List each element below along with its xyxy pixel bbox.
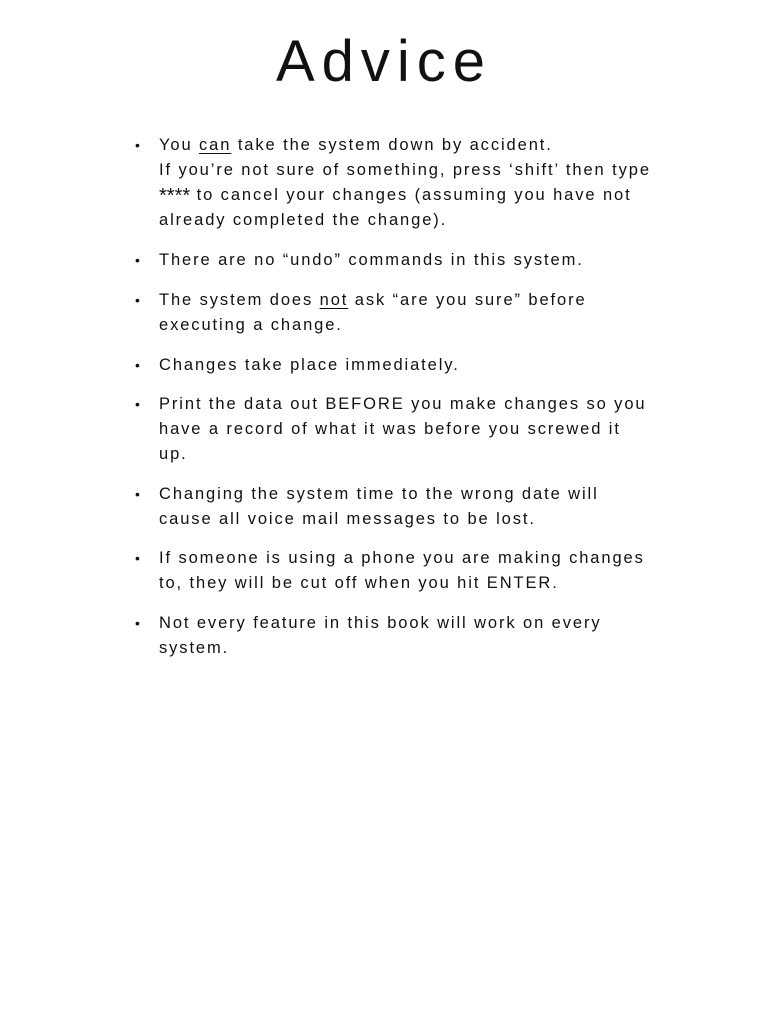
bullet-icon: •: [135, 137, 142, 153]
asterisks: ****: [159, 184, 191, 207]
advice-item-print-data: [135, 392, 655, 466]
bullet-icon: •: [135, 291, 142, 308]
advice-text: Changes take place immediately.: [159, 355, 460, 374]
bullet-icon: •: [135, 614, 142, 631]
advice-list: [135, 133, 655, 676]
advice-item-immediate: [135, 353, 655, 378]
advice-text: Print the data out BEFORE you make changes so you have a record of what it was before you screwed it up.: [159, 395, 647, 463]
page-title: Advice: [275, 29, 493, 94]
advice-text: Not every feature in this book will work on every system.: [159, 613, 602, 657]
advice-item-system-time: [135, 482, 655, 532]
advice-text: You can take the system down by accident. If you’re not sure of something, press ‘shift’ then type **** to cancel your changes (assuming you have not already completed the change).: [159, 136, 651, 230]
advice-text: If someone is using a phone you are making changes to, they will be cut off when you hit ENTER.: [159, 549, 645, 593]
bullet-icon: •: [135, 550, 142, 567]
emphasis-not: not: [319, 290, 349, 309]
advice-item-no-undo: [135, 248, 655, 273]
advice-item-features: [135, 611, 655, 661]
bullet-icon: •: [135, 252, 142, 269]
advice-item-phone-cutoff: [135, 546, 655, 596]
advice-item-no-confirm: [135, 288, 655, 338]
advice-text: The system does not ask “are you sure” before executing a change.: [159, 290, 587, 334]
emphasis-can: can: [199, 136, 232, 154]
bullet-icon: •: [135, 396, 142, 413]
advice-item-accident: [135, 133, 655, 233]
advice-text: Changing the system time to the wrong date will cause all voice mail messages to be lost.: [159, 484, 599, 528]
bullet-icon: •: [135, 356, 142, 373]
advice-text: There are no “undo” commands in this system.: [159, 251, 584, 270]
bullet-icon: •: [135, 485, 142, 502]
